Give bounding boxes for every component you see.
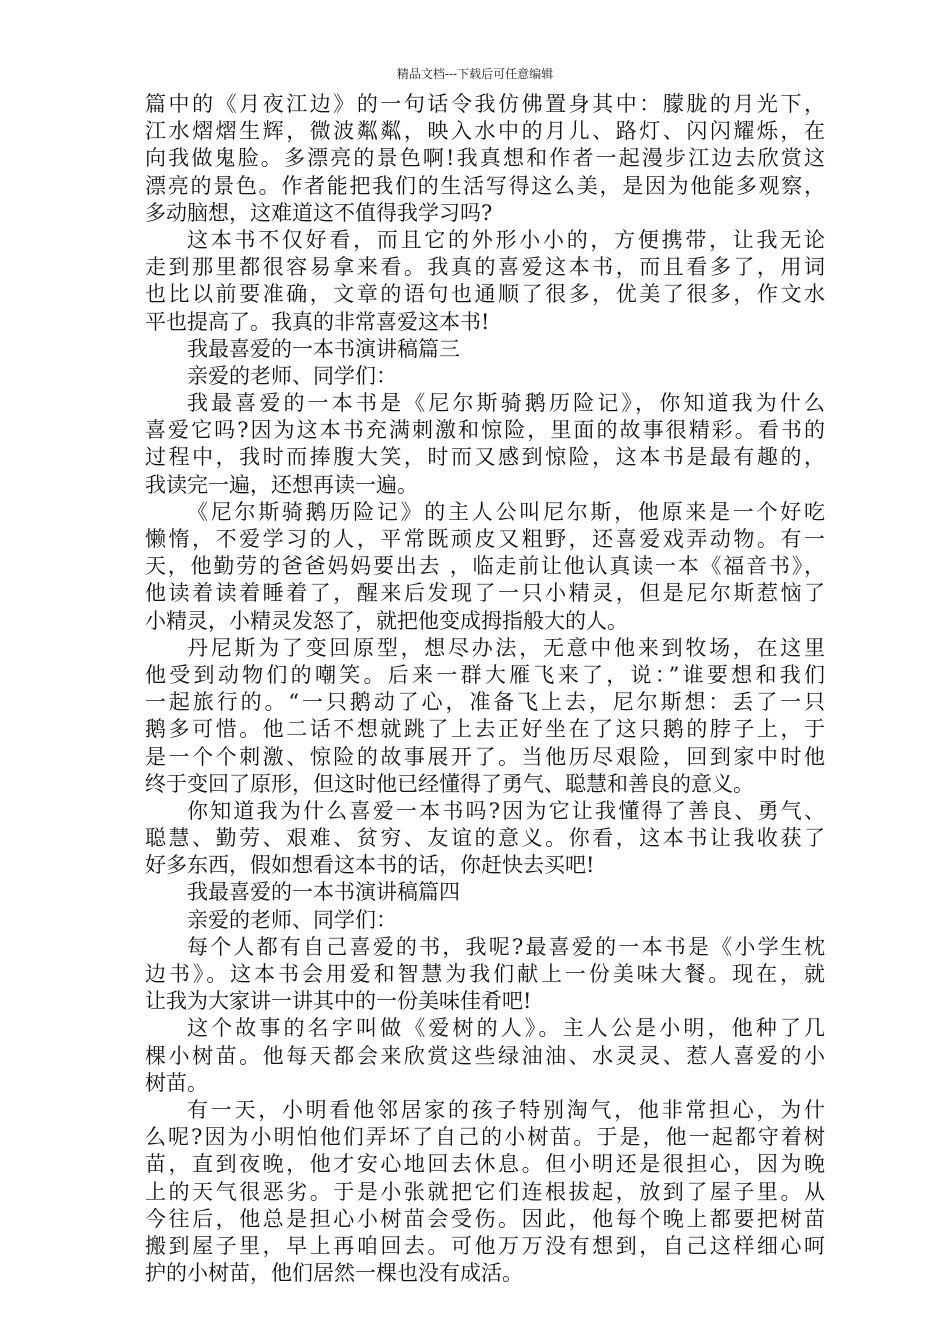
text-line: 丹尼斯为了变回原型，想尽办法，无意中他来到牧场，在这里 [187,635,825,660]
text-line: 搬到屋子里，早上再咱回去。可他万万没有想到，自己这样细心呵 [145,1233,825,1258]
document-body [145,91,825,1287]
text-line: 他受到动物们的嘲笑。后来一群大雁飞来了，说：”谁要想和我们 [145,662,825,687]
text-line: 平也提高了。我真的非常喜爱这本书! [145,309,490,334]
text-line: 棵小树苗。他每天都会来欣赏这些绿油油、水灵灵、惹人喜爱的小 [145,1043,825,1068]
text-line: 向我做鬼脸。多漂亮的景色啊!我真想和作者一起漫步江边去欣赏这 [145,146,825,171]
text-line: 亲爱的老师、同学们： [187,363,397,388]
text-line: 聪慧、勤劳、艰难、贫穷、友谊的意义。你看，这本书让我收获了 [145,826,825,851]
text-line: 上的天气很恶劣。于是小张就把它们连根拔起，放到了屋子里。从 [145,1179,825,1204]
text-line: 我最喜爱的一本书是《尼尔斯骑鹅历险记》，你知道我为什么 [187,391,825,416]
text-line: 天，他勤劳的爸爸妈妈要出去 ，临走前让他认真读一本《福音书》， [145,554,825,579]
text-line: 树苗。 [145,1070,208,1095]
text-line: 这个故事的名字叫做《爱树的人》。主人公是小明，他种了几 [187,1016,825,1041]
text-line: 《尼尔斯骑鹅历险记》的主人公叫尼尔斯，他原来是一个好吃 [187,499,825,524]
text-line: 江水熠熠生辉，微波粼粼，映入水中的月儿、路灯、闪闪耀烁，在 [145,119,825,144]
text-line: 过程中，我时而捧腹大笑，时而又感到惊险，这本书是最有趣的， [145,445,825,470]
text-line: 懒惰，不爱学习的人，平常既顽皮又粗野，还喜爱戏弄动物。有一 [145,527,825,551]
text-line: 边书》。这本书会用爱和智慧为我们献上一份美味大餐。现在，就 [145,962,825,986]
text-line: 有一天，小明看他邻居家的孩子特别淘气，他非常担心，为什 [187,1097,825,1122]
text-line: 苗，直到夜晚，他才安心地回去休息。但小明还是很担心，因为晚 [145,1152,825,1177]
text-line: 漂亮的景色。作者能把我们的生活写得这么美，是因为他能多观察， [145,173,825,198]
text-line: 好多东西，假如想看这本书的话，你赶快去买吧! [145,853,595,878]
text-line: 我读完一遍，还想再读一遍。 [145,472,418,497]
text-line: 一起旅行的。“一只鹅动了心，准备飞上去，尼尔斯想：丢了一只 [145,690,825,715]
text-line: 这本书不仅好看，而且它的外形小小的，方便携带，让我无论 [187,227,825,252]
text-line: 我最喜爱的一本书演讲稿篇四 [187,880,460,905]
text-line: 每个人都有自己喜爱的书，我呢?最喜爱的一本书是《小学生枕 [187,934,825,959]
text-line: 也比以前要准确，文章的语句也通顺了很多，优美了很多，作文水 [145,282,825,307]
text-line: 小精灵，小精灵发怒了，就把他变成拇指般大的人。 [145,608,628,633]
text-line: 亲爱的老师、同学们： [187,907,397,932]
text-line: 让我为大家讲一讲其中的一份美味佳肴吧! [145,989,532,1014]
text-line: 走到那里都很容易拿来看。我真的喜爱这本书，而且看多了，用词 [145,255,825,280]
text-line: 喜爱它吗?因为这本书充满刺激和惊险，里面的故事很精彩。看书的 [145,418,825,443]
text-line: 今往后，他总是担心小树苗会受伤。因此，他每个晚上都要把树苗 [145,1206,825,1231]
text-line: 护的小树苗，他们居然一棵也没有成活。 [145,1261,523,1286]
text-line: 你知道我为什么喜爱一本书吗?因为它让我懂得了善良、勇气、 [187,798,825,823]
text-line: 是一个个刺激、惊险的故事展开了。当他历尽艰险，回到家中时他 [145,744,825,769]
text-line: 终于变回了原形，但这时他已经懂得了勇气、聪慧和善良的意义。 [145,771,754,796]
text-line: 么呢?因为小明怕他们弄坏了自己的小树苗。于是，他一起都守着树 [145,1125,825,1150]
text-line: 他读着读着睡着了，醒来后发现了一只小精灵，但是尼尔斯惹恼了 [145,581,825,606]
page-header: 精品文档---下载后可任意编辑 [396,67,554,81]
text-line: 鹅多可惜。他二话不想就跳了上去正好坐在了这只鹅的脖子上，于 [145,717,825,742]
text-line: 多动脑想，这难道这不值得我学习吗? [145,200,493,225]
text-line: 篇中的《月夜江边》的一句话令我仿佛置身其中：朦胧的月光下， [145,92,825,116]
text-line: 我最喜爱的一本书演讲稿篇三 [187,336,460,361]
